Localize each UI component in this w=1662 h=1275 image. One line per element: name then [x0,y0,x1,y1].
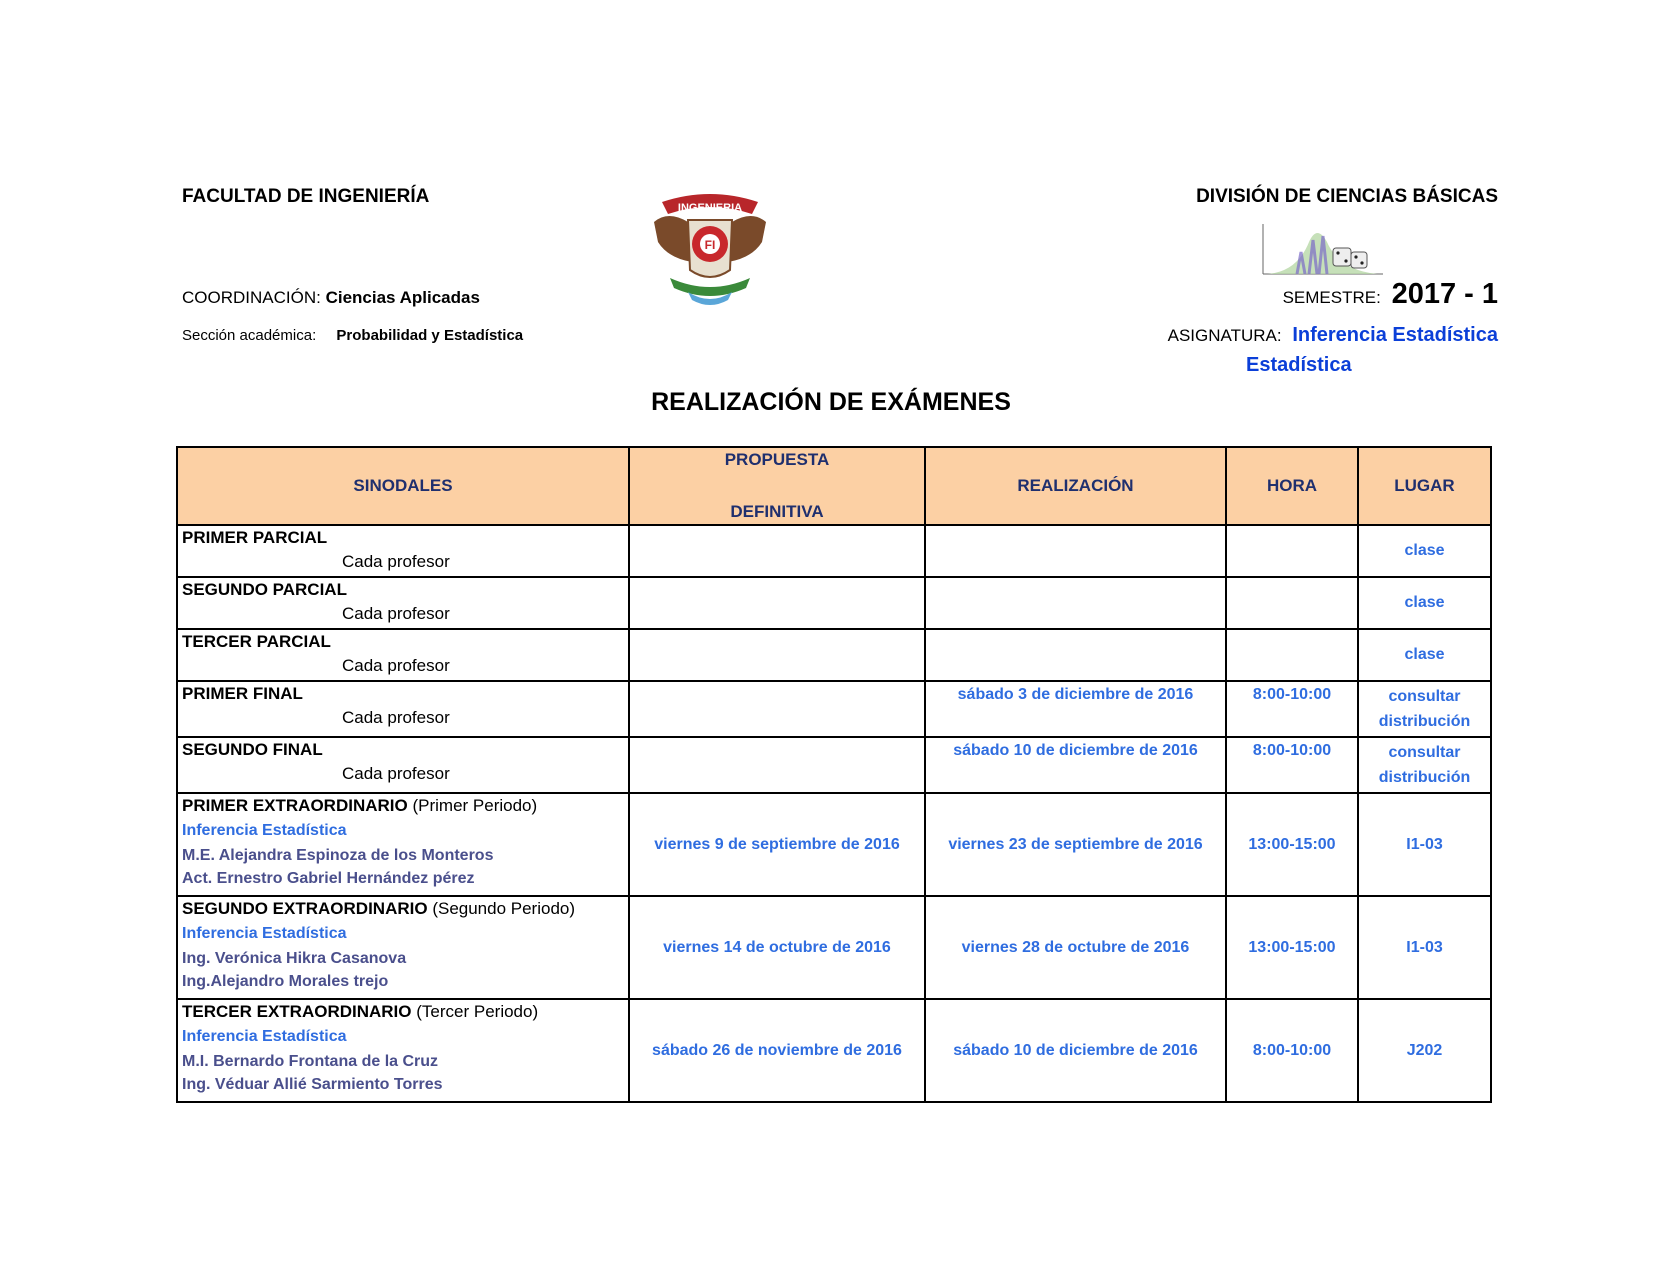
realizacion-cell [925,629,1226,681]
exam-heading [182,794,628,818]
table-row [177,629,1491,681]
lugar-cell: I1-03 [1358,793,1491,896]
semester [1283,278,1498,311]
teacher-1: M.I. Bernardo Frontana de la Cruz [182,1053,439,1070]
exam-subject: Inferencia Estadística [182,925,347,942]
subject [1168,324,1498,347]
sinodales-cell [177,999,629,1102]
propuesta-cell [629,737,925,793]
propuesta-cell [629,629,925,681]
faculty-name: FACULTAD DE INGENIERÍA [182,186,430,207]
realizacion-cell [925,525,1226,577]
exam-name: TERCER EXTRAORDINARIO [182,1002,412,1021]
lugar-cell: clase [1358,629,1491,681]
subject-value: Inferencia Estadística [1292,324,1498,346]
exam-name: TERCER PARCIAL [182,632,331,651]
section-value: Probabilidad y Estadística [336,327,524,344]
realizacion-cell: viernes 28 de octubre de 2016 [925,896,1226,999]
exam-name: PRIMER FINAL [182,684,303,703]
lugar-cell [1358,737,1491,793]
exam-sub: Cada profesor [342,604,450,623]
lugar-line2: distribución [1378,713,1471,730]
lugar-cell: clase [1358,577,1491,629]
division-name: DIVISIÓN DE CIENCIAS BÁSICAS [1196,186,1498,207]
subject-label: ASIGNATURA: [1167,326,1282,345]
exam-name: SEGUNDO PARCIAL [182,580,347,599]
table-row [177,896,1491,999]
table-header-row [177,447,1491,525]
table-row [177,525,1491,577]
teacher-1: Ing. Verónica Hikra Casanova [182,950,407,967]
column-header-lugar: LUGAR [1358,447,1491,525]
exam-period: (Segundo Periodo) [432,899,576,918]
hora-cell [1226,629,1358,681]
lugar-line2: distribución [1378,769,1471,786]
crest-banner-text: INGENIERIA [677,202,743,214]
column-header-hora: HORA [1226,447,1358,525]
academic-section [182,327,523,344]
propuesta-cell [629,577,925,629]
exam-sub: Cada profesor [342,764,450,783]
realizacion-cell [925,577,1226,629]
propuesta-cell: viernes 14 de octubre de 2016 [629,896,925,999]
hora-cell: 13:00-15:00 [1226,793,1358,896]
exams-table [176,446,1492,1103]
propuesta-cell: sábado 26 de noviembre de 2016 [629,999,925,1102]
lugar-cell: clase [1358,525,1491,577]
column-header-realizacion: REALIZACIÓN [925,447,1226,525]
column-header-sinodales: SINODALES [177,447,629,525]
teacher-2: Ing.Alejandro Morales trejo [182,973,389,990]
coordination-label: COORDINACIÓN: [182,288,321,307]
exam-name: SEGUNDO EXTRAORDINARIO [182,899,428,918]
teacher-2: Ing. Véduar Allié Sarmiento Torres [182,1076,443,1093]
table-row [177,737,1491,793]
sinodales-cell [177,896,629,999]
propuesta-cell: viernes 9 de septiembre de 2016 [629,793,925,896]
fi-crest-logo [648,192,772,312]
sinodales-cell [177,577,629,629]
realizacion-cell: viernes 23 de septiembre de 2016 [925,793,1226,896]
exam-sub: Cada profesor [342,708,450,727]
teacher-1: M.E. Alejandra Espinoza de los Monteros [182,847,494,864]
teacher-2: Act. Ernestro Gabriel Hernández pérez [182,870,475,887]
hora-cell: 8:00-10:00 [1226,681,1358,737]
exam-subject: Inferencia Estadística [182,822,347,839]
coordination [182,288,480,308]
crest-fi-letters: FI [704,238,716,252]
exam-name: PRIMER PARCIAL [182,528,328,547]
propuesta-cell [629,681,925,737]
hora-cell: 13:00-15:00 [1226,896,1358,999]
column-header-propuesta [629,447,925,525]
lugar-line1: consultar [1388,688,1461,705]
lugar-cell: I1-03 [1358,896,1491,999]
exam-period: (Primer Periodo) [412,796,538,815]
lugar-line1: consultar [1388,744,1461,761]
semester-value: 2017 - 1 [1391,278,1498,310]
table-row [177,999,1491,1102]
exam-name: SEGUNDO FINAL [182,740,323,759]
page-title: REALIZACIÓN DE EXÁMENES [651,388,1011,416]
table-row [177,577,1491,629]
semester-label: SEMESTRE: [1282,288,1381,307]
sinodales-cell [177,737,629,793]
section-label: Sección académica: [182,327,317,344]
subject-value-line2: Estadística [1246,354,1352,376]
propuesta-cell [629,525,925,577]
hora-cell: 8:00-10:00 [1226,999,1358,1102]
exam-heading [182,897,628,921]
exam-heading [182,1000,628,1024]
dcb-statistics-logo [1257,222,1385,280]
sinodales-cell [177,629,629,681]
lugar-cell: J202 [1358,999,1491,1102]
exam-name: PRIMER EXTRAORDINARIO [182,796,408,815]
propuesta-line1: PROPUESTA [724,450,830,469]
sinodales-cell [177,681,629,737]
hora-cell: 8:00-10:00 [1226,737,1358,793]
hora-cell [1226,577,1358,629]
realizacion-cell: sábado 10 de diciembre de 2016 [925,737,1226,793]
exam-period: (Tercer Periodo) [416,1002,539,1021]
sinodales-cell [177,525,629,577]
hora-cell [1226,525,1358,577]
table-row [177,681,1491,737]
realizacion-cell: sábado 10 de diciembre de 2016 [925,999,1226,1102]
lugar-cell [1358,681,1491,737]
sinodales-cell [177,793,629,896]
exam-subject: Inferencia Estadística [182,1028,347,1045]
propuesta-line2: DEFINITIVA [730,502,824,521]
table-row [177,793,1491,896]
realizacion-cell: sábado 3 de diciembre de 2016 [925,681,1226,737]
coordination-value: Ciencias Aplicadas [325,288,480,307]
exam-sub: Cada profesor [342,656,450,675]
exam-sub: Cada profesor [342,552,450,571]
